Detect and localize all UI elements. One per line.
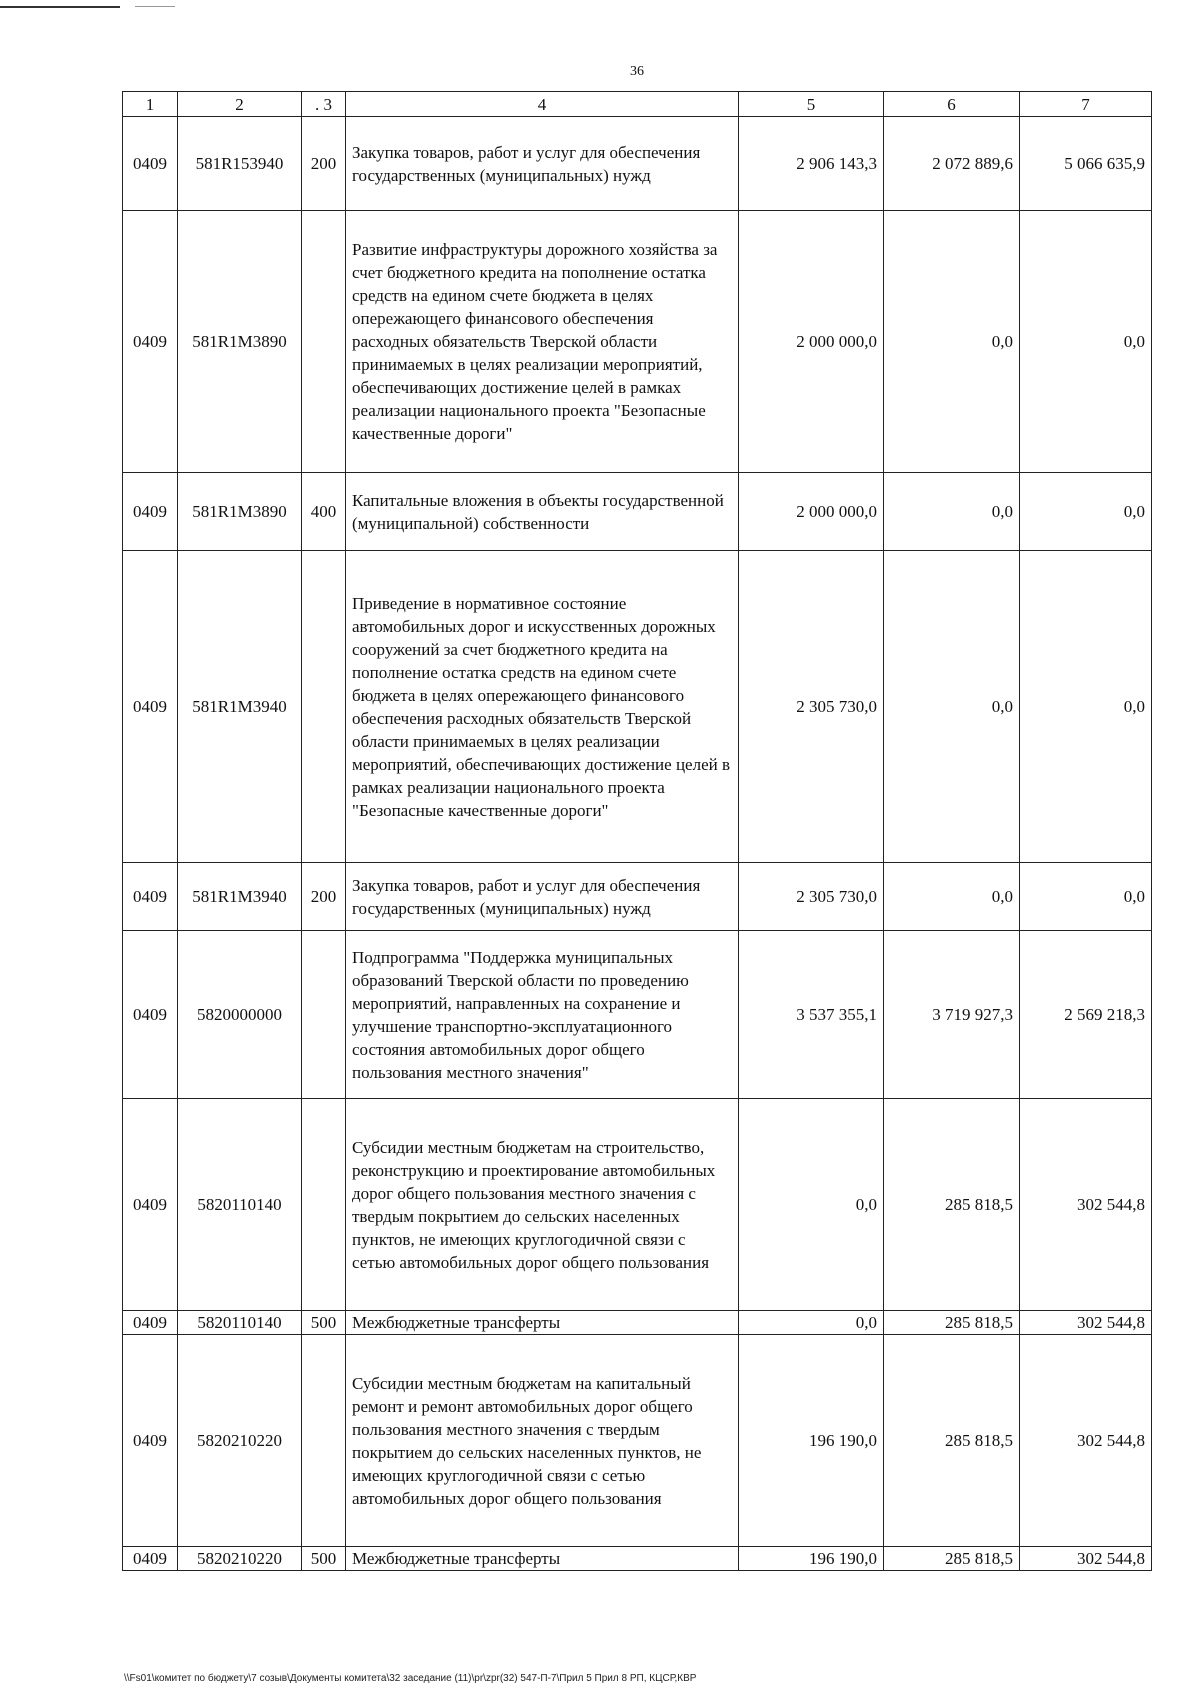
amount-col7: 302 544,8 [1020, 1099, 1152, 1311]
expense-type-code [302, 551, 346, 863]
amount-col7: 302 544,8 [1020, 1311, 1152, 1335]
section-code: 0409 [123, 211, 178, 473]
section-code: 0409 [123, 863, 178, 931]
amount-col6: 0,0 [884, 863, 1020, 931]
amount-col5: 3 537 355,1 [739, 931, 884, 1099]
amount-col6: 2 072 889,6 [884, 117, 1020, 211]
expense-type-code [302, 1099, 346, 1311]
target-article-code: 5820110140 [178, 1311, 302, 1335]
amount-col6: 285 818,5 [884, 1335, 1020, 1547]
target-article-code: 581R1M3890 [178, 211, 302, 473]
table-row [123, 931, 1152, 1099]
column-header: . 3 [302, 92, 346, 117]
amount-col6: 285 818,5 [884, 1311, 1020, 1335]
table-row [123, 211, 1152, 473]
amount-col7: 2 569 218,3 [1020, 931, 1152, 1099]
target-article-code: 5820000000 [178, 931, 302, 1099]
item-description: Субсидии местным бюджетам на строительство, реконструкцию и проектирование автомобильных дорог общего пользования местного значения с твердым покрытием до сельских населенных пунктов, не имеющих круглогодичной связи с сетью автомобильных дорог общего пользования [346, 1099, 739, 1311]
amount-col5: 196 190,0 [739, 1547, 884, 1571]
expense-type-code: 500 [302, 1547, 346, 1571]
section-code: 0409 [123, 1099, 178, 1311]
amount-col6: 0,0 [884, 211, 1020, 473]
target-article-code: 581R1M3940 [178, 863, 302, 931]
column-header: 5 [739, 92, 884, 117]
table-row [123, 863, 1152, 931]
amount-col5: 196 190,0 [739, 1335, 884, 1547]
amount-col5: 2 000 000,0 [739, 473, 884, 551]
footer-file-path: \\Fs01\комитет по бюджету\7 созыв\Документы комитета\32 заседание (11)\pr\zpr(32) 547-П-7\Прил 5 Прил 8 РП, КЦСР,КВР [124, 1673, 697, 1684]
amount-col6: 0,0 [884, 473, 1020, 551]
amount-col7: 0,0 [1020, 211, 1152, 473]
table-row [123, 1335, 1152, 1547]
amount-col5: 2 305 730,0 [739, 863, 884, 931]
table-row [123, 1099, 1152, 1311]
amount-col6: 285 818,5 [884, 1547, 1020, 1571]
amount-col7: 0,0 [1020, 551, 1152, 863]
target-article-code: 581R1M3890 [178, 473, 302, 551]
item-description: Субсидии местным бюджетам на капитальный ремонт и ремонт автомобильных дорог общего пользования местного значения с твердым покрытием до сельских населенных пунктов, не имеющих круглогодичной связи с сетью автомобильных дорог общего пользования [346, 1335, 739, 1547]
column-header: 6 [884, 92, 1020, 117]
item-description: Закупка товаров, работ и услуг для обеспечения государственных (муниципальных) нужд [346, 863, 739, 931]
expense-type-code [302, 931, 346, 1099]
column-header: 2 [178, 92, 302, 117]
amount-col7: 302 544,8 [1020, 1335, 1152, 1547]
item-description: Капитальные вложения в объекты государственной (муниципальной) собственности [346, 473, 739, 551]
amount-col7: 0,0 [1020, 863, 1152, 931]
target-article-code: 5820110140 [178, 1099, 302, 1311]
section-code: 0409 [123, 1335, 178, 1547]
section-code: 0409 [123, 551, 178, 863]
amount-col5: 2 000 000,0 [739, 211, 884, 473]
target-article-code: 581R153940 [178, 117, 302, 211]
section-code: 0409 [123, 1311, 178, 1335]
item-description: Развитие инфраструктуры дорожного хозяйства за счет бюджетного кредита на пополнение остатка средств на едином счете бюджета в целях опережающего финансового обеспечения расходных обязательств Тверской области принимаемых в целях реализации мероприятий, обеспечивающих достижение целей в рамках реализации национального проекта "Безопасные качественные дороги" [346, 211, 739, 473]
amount-col5: 2 305 730,0 [739, 551, 884, 863]
target-article-code: 5820210220 [178, 1335, 302, 1547]
amount-col6: 3 719 927,3 [884, 931, 1020, 1099]
section-code: 0409 [123, 1547, 178, 1571]
amount-col6: 0,0 [884, 551, 1020, 863]
amount-col7: 302 544,8 [1020, 1547, 1152, 1571]
expense-type-code: 400 [302, 473, 346, 551]
table-row [123, 473, 1152, 551]
column-header: 7 [1020, 92, 1152, 117]
page-number: 36 [630, 64, 644, 79]
column-header: 1 [123, 92, 178, 117]
item-description: Межбюджетные трансферты [346, 1547, 739, 1571]
expense-type-code [302, 211, 346, 473]
amount-col7: 0,0 [1020, 473, 1152, 551]
table-row [123, 551, 1152, 863]
column-number-row [123, 92, 1152, 117]
table-row [123, 1311, 1152, 1335]
amount-col6: 285 818,5 [884, 1099, 1020, 1311]
table-row [123, 1547, 1152, 1571]
amount-col5: 2 906 143,3 [739, 117, 884, 211]
scan-artifact-line [135, 6, 175, 7]
table-row [123, 117, 1152, 211]
target-article-code: 5820210220 [178, 1547, 302, 1571]
section-code: 0409 [123, 931, 178, 1099]
item-description: Подпрограмма "Поддержка муниципальных образований Тверской области по проведению мероприятий, направленных на сохранение и улучшение транспортно-эксплуатационного состояния автомобильных дорог общего пользования местного значения" [346, 931, 739, 1099]
expense-type-code: 200 [302, 863, 346, 931]
budget-table [122, 91, 1152, 1571]
item-description: Закупка товаров, работ и услуг для обеспечения государственных (муниципальных) нужд [346, 117, 739, 211]
target-article-code: 581R1M3940 [178, 551, 302, 863]
section-code: 0409 [123, 473, 178, 551]
amount-col5: 0,0 [739, 1311, 884, 1335]
expense-type-code [302, 1335, 346, 1547]
expense-type-code: 500 [302, 1311, 346, 1335]
item-description: Межбюджетные трансферты [346, 1311, 739, 1335]
scan-artifact-line [0, 6, 120, 8]
expense-type-code: 200 [302, 117, 346, 211]
column-header: 4 [346, 92, 739, 117]
amount-col7: 5 066 635,9 [1020, 117, 1152, 211]
item-description: Приведение в нормативное состояние автомобильных дорог и искусственных дорожных сооружений за счет бюджетного кредита на пополнение остатка средств на едином счете бюджета в целях опережающего финансового обеспечения расходных обязательств Тверской области принимаемых в целях реализации мероприятий, обеспечивающих достижение целей в рамках реализации национального проекта "Безопасные качественные дороги" [346, 551, 739, 863]
section-code: 0409 [123, 117, 178, 211]
amount-col5: 0,0 [739, 1099, 884, 1311]
